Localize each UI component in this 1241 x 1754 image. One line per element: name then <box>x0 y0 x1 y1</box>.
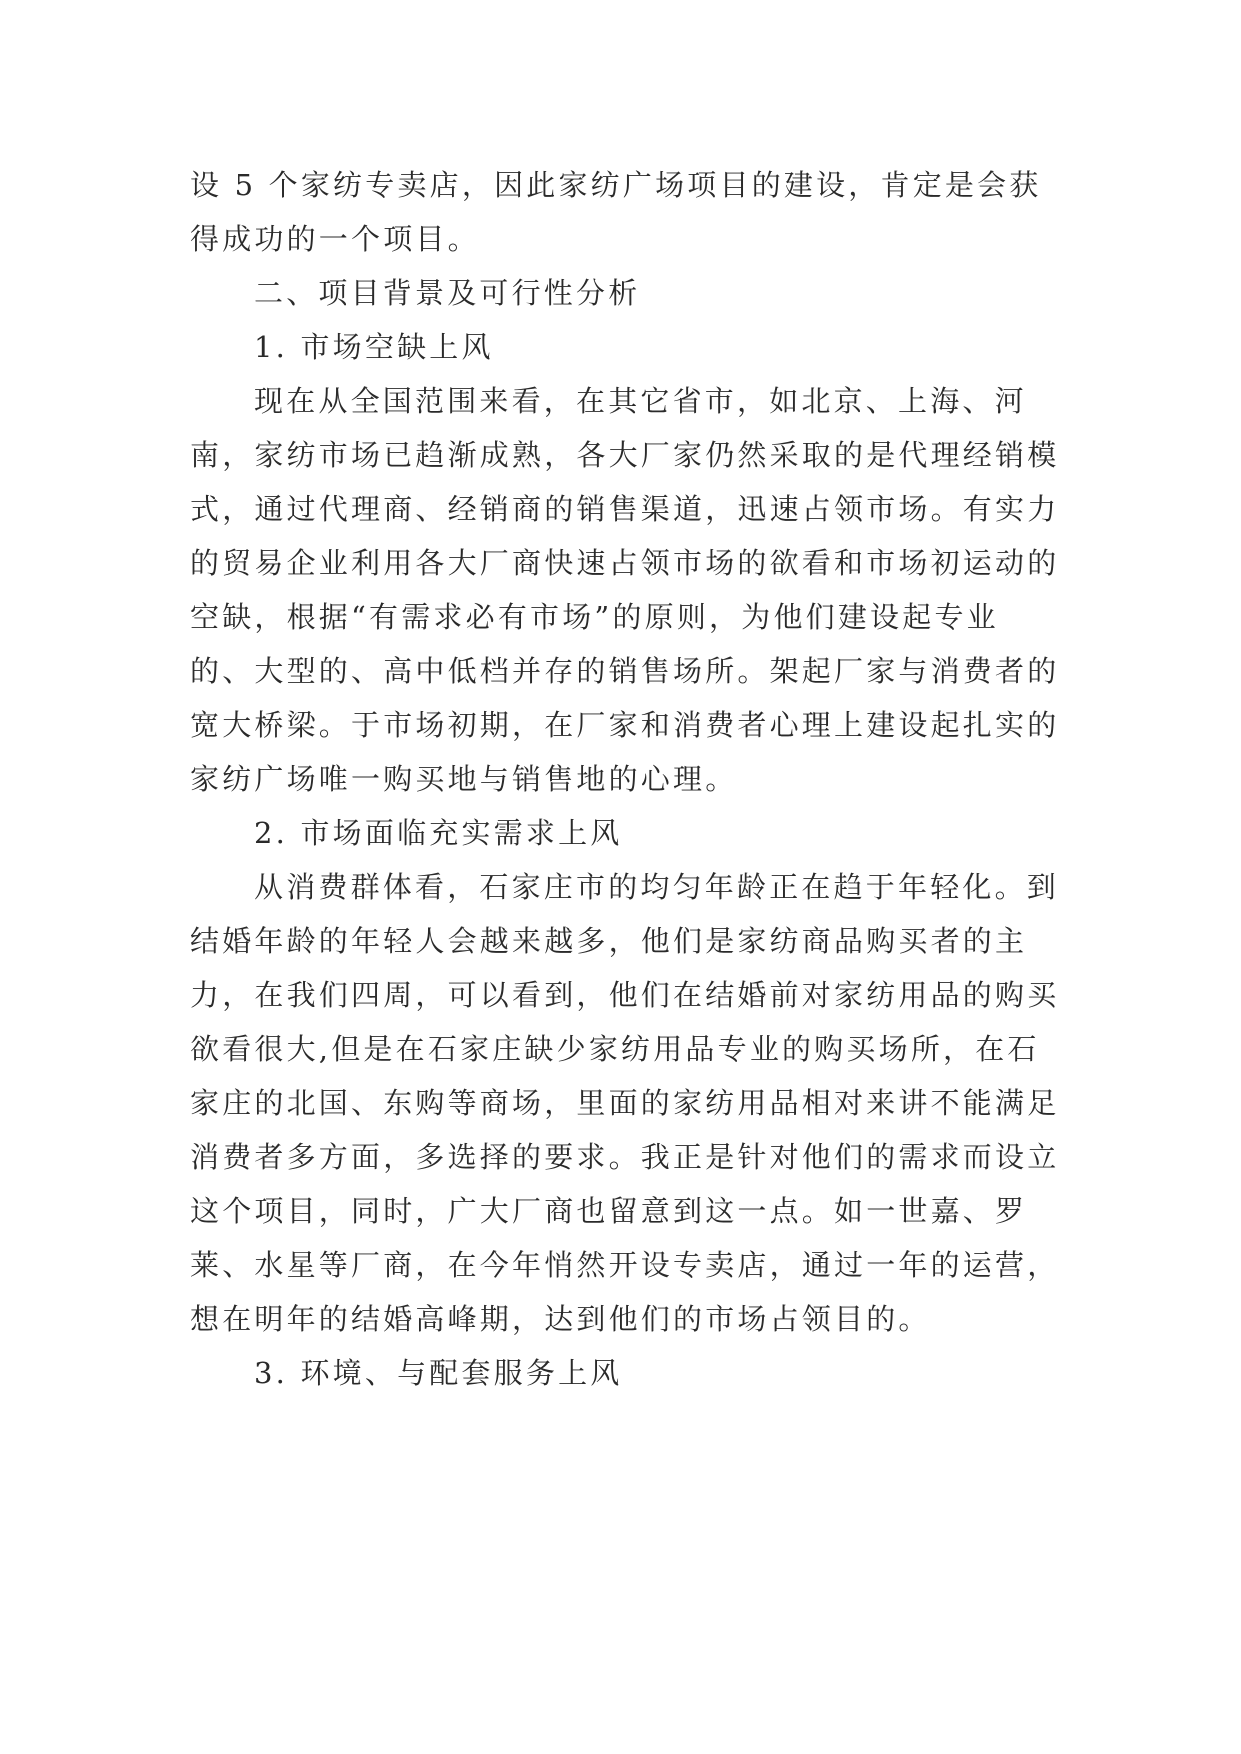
paragraph-market-demand: 从消费群体看，石家庄市的均匀年龄正在趋于年轻化。到结婚年龄的年轻人会越来越多，他们是家纺商品购买者的主力，在我们四周，可以看到，他们在结婚前对家纺用品的购买欲看很大,但是在石家庄缺少家纺用品专业的购买场所，在石家庄的北国、东购等商场，里面的家纺用品相对来讲不能满足消费者多方面，多选择的要求。我正是针对他们的需求而设立这个项目，同时，广大厂商也留意到这一点。如一世嘉、罗莱、水星等厂商，在今年悄然开设专卖店，通过一年的运营，想在明年的结婚高峰期，达到他们的市场占领目的。 <box>190 870 1060 1336</box>
subheading-market-gap: 1. 市场空缺上风 <box>254 330 494 364</box>
document-body <box>190 158 1060 1400</box>
paragraph-market-gap: 现在从全国范围来看，在其它省市，如北京、上海、河南，家纺市场已趋渐成熟，各大厂家仍然采取的是代理经销模式，通过代理商、经销商的销售渠道，迅速占领市场。有实力的贸易企业利用各大厂商快速占领市场的欲看和市场初运动的空缺，根据“有需求必有市场”的原则，为他们建设起专业的、大型的、高中低档并存的销售场所。架起厂家与消费者的宽大桥梁。于市场初期，在厂家和消费者心理上建设起扎实的家纺广场唯一购买地与销售地的心理。 <box>190 384 1060 796</box>
subheading-environment-services: 3. 环境、与配套服务上风 <box>254 1356 623 1390</box>
section-heading-background: 二、项目背景及可行性分析 <box>254 276 641 310</box>
paragraph-intro-continuation: 设 5 个家纺专卖店，因此家纺广场项目的建设，肯定是会获得成功的一个项目。 <box>190 168 1042 256</box>
subheading-market-demand: 2. 市场面临充实需求上风 <box>254 816 623 850</box>
